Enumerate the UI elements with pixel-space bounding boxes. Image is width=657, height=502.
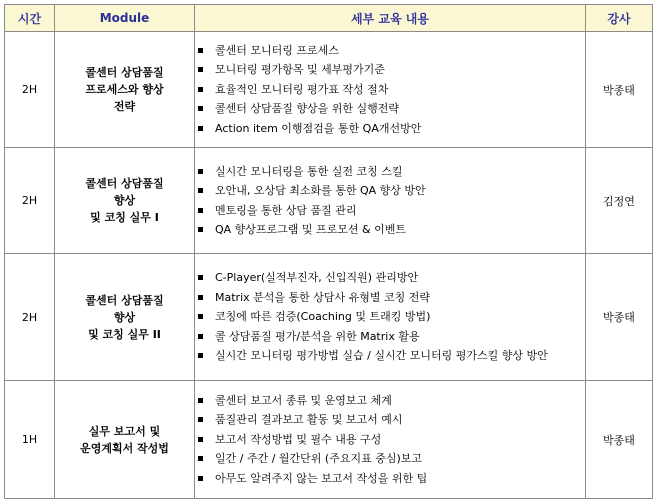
- content-item: 품질관리 결과보고 활동 및 보고서 예시: [195, 410, 585, 430]
- header-time: 시간: [5, 5, 55, 32]
- content-item: 실시간 모니터링을 통한 실전 코칭 스킬: [195, 162, 585, 182]
- row-time: 1H: [5, 381, 55, 499]
- module-line: 콜센터 상담품질: [85, 293, 164, 307]
- content-list: [195, 162, 585, 240]
- row-instructor: 박종태: [586, 32, 653, 148]
- curriculum-table: [4, 4, 653, 499]
- row-content: [195, 148, 586, 254]
- module-line: 향상: [113, 194, 136, 207]
- module-line: 실무 보고서 및: [88, 424, 161, 438]
- header-module: Module: [55, 5, 195, 32]
- row-instructor: 박종태: [586, 381, 653, 499]
- row-time: 2H: [5, 32, 55, 148]
- content-list: [195, 41, 585, 139]
- header-row: [5, 5, 653, 32]
- content-item: 콜센터 상담품질 향상을 위한 실행전략: [195, 99, 585, 119]
- module-line: 향상: [113, 310, 136, 324]
- content-list: [195, 391, 585, 489]
- module-line: 프로세스와 향상: [85, 83, 164, 96]
- row-content: [195, 381, 586, 499]
- module-line: 및 코칭 실무 I: [90, 211, 159, 224]
- content-item: 모니터링 평가항목 및 세부평가기준: [195, 60, 585, 80]
- content-item: 일간 / 주간 / 월간단위 (주요지표 중심)보고: [195, 449, 585, 469]
- row-time: 2H: [5, 148, 55, 254]
- table-row: [5, 254, 653, 381]
- module-line: 콜센터 상담품질: [85, 66, 164, 79]
- row-module: [55, 32, 195, 148]
- content-item: 효율적인 모니터링 평가표 작성 절차: [195, 80, 585, 100]
- row-time: 2H: [5, 254, 55, 381]
- content-item: QA 향상프로그램 및 프로모션 & 이벤트: [195, 220, 585, 240]
- content-item: C-Player(실적부진자, 신입직원) 관리방안: [195, 268, 585, 288]
- content-item: 콜센터 보고서 종류 및 운영보고 체계: [195, 391, 585, 411]
- module-line: 콜센터 상담품질: [85, 177, 164, 190]
- row-instructor: 김정연: [586, 148, 653, 254]
- content-item: 아무도 알려주지 않는 보고서 작성을 위한 팁: [195, 469, 585, 489]
- content-item: 보고서 작성방법 및 필수 내용 구성: [195, 430, 585, 450]
- header-instructor: 강사: [586, 5, 653, 32]
- content-item: 콜센터 모니터링 프로세스: [195, 41, 585, 61]
- row-instructor: 박종태: [586, 254, 653, 381]
- content-item: 콜 상담품질 평가/분석을 위한 Matrix 활용: [195, 327, 585, 347]
- content-item: 실시간 모니터링 평가방법 실습 / 실시간 모니터링 평가스킬 향상 방안: [195, 346, 585, 366]
- module-line: 운영계획서 작성법: [80, 441, 169, 455]
- content-item: Action item 이행점검을 통한 QA개선방안: [195, 119, 585, 139]
- table-row: [5, 381, 653, 499]
- row-content: [195, 254, 586, 381]
- content-item: 코칭에 따른 검증(Coaching 및 트래킹 방법): [195, 307, 585, 327]
- module-line: 전략: [113, 100, 136, 113]
- module-line: 및 코칭 실무 II: [88, 327, 161, 341]
- content-item: Matrix 분석을 통한 상담사 유형별 코칭 전략: [195, 288, 585, 308]
- row-module: [55, 381, 195, 499]
- row-module: [55, 254, 195, 381]
- content-list: [195, 268, 585, 366]
- row-module: [55, 148, 195, 254]
- header-content: 세부 교육 내용: [195, 5, 586, 32]
- row-content: [195, 32, 586, 148]
- content-item: 오안내, 오상담 최소화를 통한 QA 향상 방안: [195, 181, 585, 201]
- table-row: [5, 148, 653, 254]
- content-item: 멘토링을 통한 상담 품질 관리: [195, 201, 585, 221]
- table-row: [5, 32, 653, 148]
